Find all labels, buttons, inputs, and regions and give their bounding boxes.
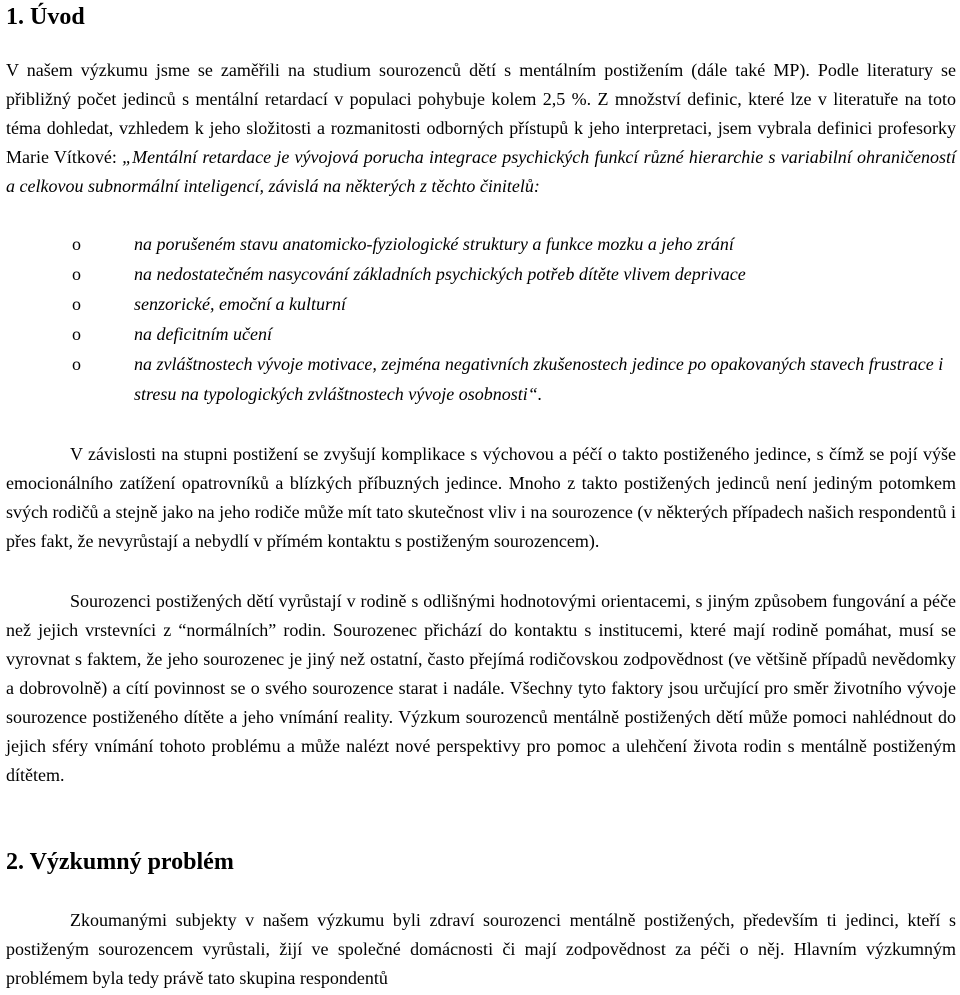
list-item xyxy=(6,259,958,289)
section-heading-research-problem: 2. Výzkumný problém xyxy=(6,849,234,875)
bullet-marker: o xyxy=(72,264,81,284)
bullet-marker: o xyxy=(72,294,81,314)
factors-list xyxy=(6,229,958,409)
intro-line-1: V našem výzkumu jsme se zaměřili na studium sourozenců dětí s mentálním postižením (dále také MP). xyxy=(6,60,810,80)
definition-quote: „Mentální retardace je vývojová porucha integrace psychických funkcí různé hierarchie s variabilní ohraničeností a celkovou subnormální inteligencí, závislá na některých z těchto činitelů: xyxy=(6,147,956,196)
intro-paragraph xyxy=(6,56,956,201)
bullet-marker: o xyxy=(72,354,81,374)
list-item xyxy=(6,229,958,259)
paragraph-siblings: Sourozenci postižených dětí vyrůstají v rodině s odlišnými hodnotovými orientacemi, s jiným způsobem fungování a péče než jejich vrstevníci z “normálních” rodin. Sourozenec přichází do kontaktu s institucemi, které mají rodině pomáhat, musí se vyrovnat s faktem, že jeho sourozenec je jiný než ostatní, často přejímá rodičovskou zodpovědnost (ve většině případů nevědomky a dobrovolně) a cítí povinnost se o svého sourozence starat i nadále. Všechny tyto faktory jsou určující pro směr životního vývoje sourozence postiženého dítěte a jeho vnímání reality. Výzkum sourozenců mentálně postižených dětí může pomoci nahlédnout do jejich sféry vnímání tohoto problému a může nalézt nové perspektivy pro pomoc a ulehčení života rodin s mentálně postiženým dítětem. xyxy=(6,591,956,785)
factor-text: senzorické, emoční a kulturní xyxy=(134,294,346,314)
bullet-marker: o xyxy=(72,234,81,254)
intro-line-2: Podle literatury se přibližný počet jedinců s mentální retardací v populaci pohybuje kolem 2,5 %. xyxy=(6,60,957,109)
paragraph-research-subjects: Zkoumanými subjekty v našem výzkumu byli zdraví sourozenci mentálně postižených, především ti jedinci, kteří s postiženým sourozencem vyrůstali, žijí ve společné domácnosti či mají zodpovědnost za péči o něj. Hlavním výzkumným problémem byla tedy právě tato skupina respondentů xyxy=(6,910,956,988)
factor-text: na porušeném stavu anatomicko-fyziologické struktury a funkce mozku a jeho zrání xyxy=(134,234,734,254)
factor-text: na nedostatečném nasycování základních psychických potřeb dítěte vlivem deprivace xyxy=(134,264,746,284)
list-item xyxy=(6,349,958,409)
section-heading-intro: 1. Úvod xyxy=(6,4,85,30)
list-item xyxy=(6,319,958,349)
factor-text: na zvláštnostech vývoje motivace, zejména negativních zkušenostech jedince po opakovaných stavech frustrace i stresu na typologických zvláštnostech vývoje osobnosti“. xyxy=(134,354,944,404)
list-item xyxy=(6,289,958,319)
factor-text: na deficitním učení xyxy=(134,324,272,344)
paragraph-complications: V závislosti na stupni postižení se zvyšují komplikace s výchovou a péčí o takto postiženého jedince, s čímž se pojí výše emocionálního zatížení opatrovníků a blízkých příbuzných jedince. Mnoho z takto postižených jedinců není jediným potomkem svých rodičů a stejně jako na jeho rodiče může mít tato skutečnost vliv i na sourozence (v některých případech našich respondentů i přes fakt, že nevyrůstají a nebydlí v přímém kontaktu s postiženým sourozencem). xyxy=(6,444,956,551)
intro-line-3: Z množství definic, které lze v literatuře na toto téma dohledat, vzhledem k jeho složitosti a rozmanitosti odborných přístupů k jeho interpretaci, jsem vybrala definici profesorky Marie Vítkové: xyxy=(6,89,956,167)
bullet-marker: o xyxy=(72,324,81,344)
